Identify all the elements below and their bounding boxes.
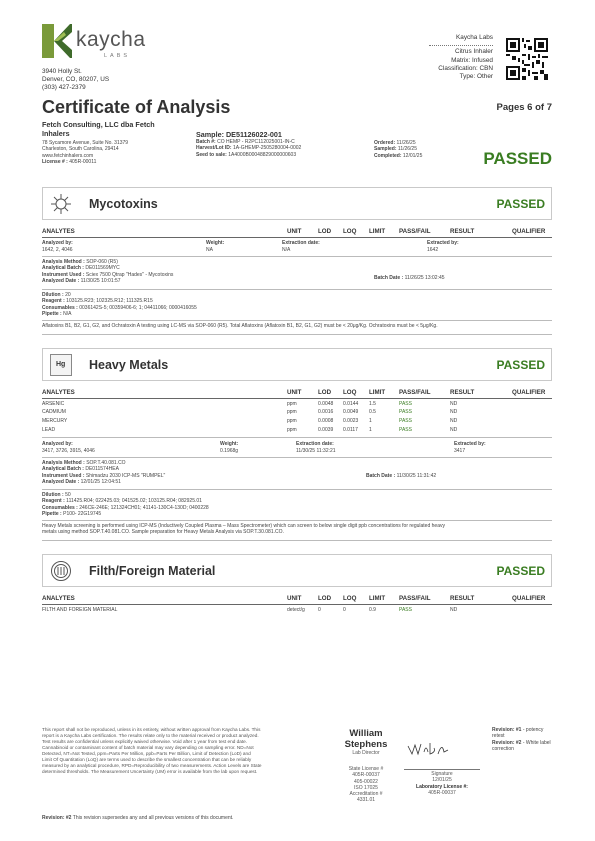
- revision-2-label: Revision: #2: [492, 739, 522, 746]
- disclaimer-line: report is a Kaycha Labs certification. The results relate only to the material received or product analyzed.: [42, 733, 259, 738]
- logo-sub: LABS: [104, 53, 131, 59]
- col-lod: LOD: [318, 595, 332, 602]
- revision-1-text: - potency retest: [492, 727, 544, 740]
- classification: Classification: CBN: [438, 64, 493, 72]
- lab-address-line1: 3940 Holly St.: [42, 68, 82, 75]
- result: ND: [450, 607, 458, 613]
- client-license-value: 405R-00011: [69, 159, 97, 166]
- label: Analytical Batch :: [42, 265, 84, 272]
- lod: 0: [318, 607, 321, 613]
- unit: ppm: [287, 401, 297, 407]
- myco-extracted-by: 1642: [427, 247, 439, 253]
- qr-code-icon: [506, 38, 548, 80]
- mycotoxins-title: Mycotoxins: [89, 197, 158, 211]
- limit: 0.5: [369, 409, 376, 415]
- result: ND: [450, 418, 458, 424]
- label: Dilution :: [42, 292, 64, 298]
- label: Consumables :: [42, 304, 78, 311]
- ordered-value: 11/26/25: [396, 140, 416, 146]
- col-qualifier: QUALIFIER: [512, 228, 546, 235]
- lab-phone: (303) 427-2379: [42, 84, 86, 91]
- product-type: Type: Other: [459, 73, 493, 81]
- analyte-name: MERCURY: [42, 418, 68, 424]
- mycotoxins-section-header: [42, 187, 552, 220]
- limit: 1: [369, 427, 372, 433]
- mycotoxins-icon-frame: [50, 193, 72, 215]
- col-unit: UNIT: [287, 595, 302, 602]
- label: Pipette :: [42, 511, 62, 518]
- client-license: [42, 159, 192, 165]
- logo-text: kaycha: [76, 28, 146, 51]
- filth-icon-frame: [50, 560, 72, 582]
- signature-block: [404, 771, 480, 796]
- col-result: RESULT: [450, 228, 475, 235]
- metals-weight: 0.1968g: [220, 448, 239, 454]
- value: Shimadzu 2030 ICP-MS "RUMPEL": [85, 472, 166, 479]
- metals-extracted-by-label: Extracted by:: [454, 441, 486, 447]
- ordered-label: Ordered:: [374, 140, 396, 146]
- disclaimer-line: Cannabinoid or contaminant content of batch material may vary depending on sampling error. ND=Not: [42, 745, 254, 750]
- page-number: Pages 6 of 7: [496, 102, 552, 113]
- col-loq: LOQ: [343, 389, 357, 396]
- pass-fail: PASS: [399, 409, 412, 415]
- divider: [404, 769, 480, 770]
- col-result: RESULT: [450, 595, 475, 602]
- seed-value: 1A4000B00048829000000603: [228, 151, 297, 158]
- metals-note-line2: metals using method SOP.T.40.081.CO. Sample preparation for Heavy Metals Analysis via SOP.T.30.081.CO.: [42, 529, 284, 536]
- filth-title: Filth/Foreign Material: [89, 564, 216, 578]
- value: 103125.R23; 102325.R12; 111325.R15: [66, 298, 153, 305]
- loq: 0: [343, 607, 346, 613]
- filth-section-header: [42, 554, 552, 587]
- label: Instrument Used :: [42, 271, 85, 278]
- batch-label: Batch #:: [196, 139, 216, 145]
- unit: ppm: [287, 418, 297, 424]
- col-loq: LOQ: [343, 228, 357, 235]
- divider: [42, 289, 552, 290]
- label: Batch Date :: [366, 473, 396, 479]
- myco-method-block: [42, 259, 362, 285]
- metals-reagents-block: [42, 492, 442, 518]
- revision-1: [492, 727, 554, 740]
- divider: [42, 540, 552, 541]
- sample-info: [196, 130, 366, 158]
- sampled-label: Sampled:: [374, 146, 397, 153]
- signer-role: Lab Director: [352, 750, 380, 756]
- heavy-metals-section-header: [42, 348, 552, 381]
- disclaimer-line: measured by an analytical procedure, RPD=Reproducibility of two measurements. Action Levels are State: [42, 763, 262, 768]
- value: 111425.R04; 022425.03; 041525.02; 103125.R04; 082925.01: [66, 498, 202, 505]
- footer-disclaimer: [42, 727, 332, 775]
- disclaimer-line: This report shall not be reproduced, unless in its entirety, without written approval from Kaycha Labs. This: [42, 727, 261, 732]
- metals-method-block: [42, 460, 362, 486]
- disclaimer-line: Limit Of Quantitation (LoQ) are terms used to describe the smallest concentration that can be reliably: [42, 757, 252, 762]
- revision-supersede-note: [42, 815, 233, 821]
- col-limit: LIMIT: [369, 389, 386, 396]
- lab-license-number: 405R-00037: [428, 789, 456, 796]
- client-info: [42, 121, 192, 166]
- label: Reagent :: [42, 498, 65, 505]
- loq: 0.0144: [343, 401, 359, 407]
- pass-fail: PASS: [399, 418, 412, 424]
- lod: 0.0048: [318, 401, 334, 407]
- value: 20: [65, 292, 71, 298]
- seed-to-sale: [196, 152, 366, 158]
- metals-pipette: [42, 511, 442, 517]
- value: 11/30/25 11:31:42: [396, 473, 437, 479]
- value: N/A: [63, 311, 72, 318]
- virus-icon: [50, 193, 72, 215]
- loq: 0.0117: [343, 427, 358, 433]
- product-name: Citrus Inhaler: [454, 48, 493, 56]
- myco-pipette: [42, 311, 442, 317]
- harvest-value: 1A-GHEMP-2505280004-0002: [232, 145, 302, 152]
- col-unit: UNIT: [287, 389, 302, 396]
- state-license-1: 405R-00037: [352, 772, 380, 779]
- label: Consumables :: [42, 504, 78, 511]
- label: Analyzed Date :: [42, 479, 80, 486]
- loq: 0.0049: [343, 409, 359, 415]
- divider: [42, 457, 552, 458]
- myco-analyzed-by: 1642, 2, 4046: [42, 247, 73, 253]
- limit: 1.5: [369, 401, 376, 407]
- result: ND: [450, 401, 458, 407]
- col-analytes: ANALYTES: [42, 228, 75, 235]
- signature-date: 12/01/25: [432, 777, 452, 784]
- label: Instrument Used :: [42, 472, 85, 479]
- bottom-revision-text: This revision supersedes any and all previous versions of this document.: [71, 815, 234, 821]
- disclaimer-line: Test results are confidential unless explicitly waived otherwise. Void after 1 year from test end date.: [42, 739, 248, 744]
- divider: [42, 256, 552, 257]
- divider: [42, 489, 552, 490]
- pass-fail: PASS: [399, 401, 412, 407]
- col-loq: LOQ: [343, 595, 357, 602]
- lab-info: [420, 34, 493, 81]
- lab-address: [42, 68, 109, 92]
- myco-batch-date: [374, 275, 445, 281]
- client-name: Fetch Consulting, LLC dba Fetch: [42, 120, 155, 129]
- value: 0036142S-5; 00359406-6; 1; 04411066; 0000416055: [79, 304, 197, 311]
- divider: [42, 520, 552, 521]
- label: Pipette :: [42, 311, 62, 318]
- label: Analysis Method :: [42, 259, 85, 265]
- lab-name: Kaycha Labs: [456, 34, 493, 41]
- value: SOP-060 (R5): [86, 259, 118, 265]
- value: SOP.T.40.081.CO: [86, 460, 126, 466]
- filth-status: PASSED: [496, 564, 545, 578]
- metals-analyzed-date: [42, 479, 362, 485]
- analyte-name: CADMIUM: [42, 409, 66, 415]
- revision-2: [492, 740, 554, 753]
- analyte-name: LEAD: [42, 427, 56, 433]
- client-address2: Charleston, South Carolina, 29414: [42, 146, 119, 153]
- revision-1-label: Revision: #1: [492, 727, 522, 733]
- seed-label: Seed to sale:: [196, 151, 227, 158]
- client-website: www.fetchinhalers.com: [42, 152, 94, 159]
- value: 246CE-246E; 121324CH01; 41141-130C4-130D; 0400228: [79, 504, 209, 511]
- value: Sciex 7500 Qtrap "Hades" - Mycotoxins: [85, 271, 174, 278]
- divider: [42, 334, 552, 335]
- sample-id: Sample: DE51126022-001: [196, 130, 282, 139]
- heavy-metals-status: PASSED: [496, 358, 545, 372]
- myco-analyzed-by-label: Analyzed by:: [42, 240, 73, 246]
- label: Dilution :: [42, 492, 64, 498]
- col-pass-fail: PASS/FAIL: [399, 228, 431, 235]
- col-qualifier: QUALIFIER: [512, 595, 546, 602]
- col-limit: LIMIT: [369, 228, 386, 235]
- accreditation-number: 4331.01: [356, 797, 376, 804]
- mercury-icon-text: Hg: [56, 361, 66, 368]
- value: 11/30/25 10:01:57: [80, 278, 121, 285]
- page-title: Certificate of Analysis: [42, 97, 231, 117]
- signer-first-name: William: [349, 728, 383, 739]
- magnifier-icon: [50, 560, 72, 582]
- myco-weight-label: Weight:: [206, 240, 225, 246]
- signer-last-name: Stephens: [344, 739, 388, 750]
- heavy-metals-title: Heavy Metals: [89, 358, 169, 372]
- myco-note: Aflatoxins B1, B2, G1, G2, and Ochratoxin A testing using LC-MS via SOP-060 (R5). Total Aflatoxins (Aflatoxin B1, B2, G1, G2) must be < 20μg/Kg. Ochratoxins must be < 5μg/Kg.: [42, 323, 438, 329]
- divider: [42, 320, 552, 321]
- iso-standard: ISO 17025: [354, 784, 378, 791]
- loq: 0.0023: [343, 418, 359, 424]
- lod: 0.0039: [318, 427, 334, 433]
- analyte-name: ARSENIC: [42, 401, 65, 407]
- pass-fail: PASS: [399, 427, 412, 433]
- completed-value: 12/01/25: [402, 152, 423, 159]
- client-name-line2: Inhalers: [42, 128, 70, 138]
- myco-analyzed-date: [42, 278, 362, 284]
- value: 50: [65, 492, 71, 498]
- metals-weight-label: Weight:: [220, 441, 239, 447]
- col-lod: LOD: [318, 389, 332, 396]
- revision-2-text: - White label correction: [492, 739, 551, 753]
- metals-batch-date: [366, 473, 436, 479]
- harvest-label: Harvest/Lot ID:: [196, 145, 232, 152]
- state-license-label: State License #: [348, 766, 384, 772]
- metals-extracted-by: 3417: [454, 448, 466, 454]
- metals-extraction-date-label: Extraction date:: [296, 441, 334, 447]
- lab-license-label: Laboratory License #:: [416, 783, 468, 790]
- divider: [42, 237, 552, 238]
- state-license-2: 405-00022: [354, 778, 378, 785]
- unit: detect/g: [287, 607, 305, 613]
- overall-status-badge: PASSED: [483, 149, 552, 168]
- myco-extracted-by-label: Extracted by:: [427, 240, 459, 246]
- lod: 0.0008: [318, 418, 334, 424]
- myco-extraction-date: N/A: [282, 247, 291, 253]
- myco-weight: NA: [206, 247, 213, 253]
- col-unit: UNIT: [287, 228, 302, 235]
- client-license-label: License # :: [42, 159, 68, 166]
- disclaimer-line: determined thresholds. The Measurement Uncertainty (UM) error is available from the lab upon request.: [42, 769, 258, 774]
- matrix: Matrix: Infused: [451, 56, 493, 64]
- col-lod: LOD: [318, 228, 332, 235]
- limit: 1: [369, 418, 372, 424]
- myco-reagents-block: [42, 292, 442, 318]
- metals-extraction-date: 11/30/25 11:32:21: [296, 448, 336, 454]
- value: P100- 22G19745: [63, 511, 102, 518]
- limit: 0.9: [369, 607, 376, 613]
- label: Analyzed Date :: [42, 278, 80, 285]
- myco-extraction-date-label: Extraction date:: [282, 240, 320, 246]
- signer-block: [336, 728, 396, 757]
- label: Reagent :: [42, 298, 65, 305]
- label: Batch Date :: [374, 275, 404, 281]
- value: DE011574HEA: [85, 466, 119, 473]
- pass-fail: PASS: [399, 607, 412, 613]
- divider: [42, 604, 552, 605]
- col-analytes: ANALYTES: [42, 389, 75, 396]
- mercury-icon: [50, 354, 72, 376]
- col-pass-fail: PASS/FAIL: [399, 389, 431, 396]
- divider: [42, 437, 552, 438]
- mycotoxins-status: PASSED: [496, 197, 545, 211]
- client-address1: 78 Sycamore Avenue, Suite No. 31379: [42, 140, 129, 146]
- batch-value: CO HEMP - R2PC112025001-IN-C: [217, 139, 295, 145]
- col-pass-fail: PASS/FAIL: [399, 595, 431, 602]
- revision-notes: [492, 727, 554, 753]
- unit: ppm: [287, 409, 297, 415]
- logo-mark-icon: [42, 24, 72, 58]
- col-analytes: ANALYTES: [42, 595, 75, 602]
- col-result: RESULT: [450, 389, 475, 396]
- kaycha-logo: [42, 22, 152, 66]
- result: ND: [450, 409, 458, 415]
- value: DE011569MYC: [85, 265, 120, 272]
- bottom-revision-label: Revision: #2: [42, 815, 72, 821]
- value: 11/26/25 13:02:45: [404, 275, 445, 281]
- result: ND: [450, 427, 458, 433]
- label: Analytical Batch :: [42, 466, 84, 473]
- col-qualifier: QUALIFIER: [512, 389, 546, 396]
- metals-note: [42, 523, 554, 536]
- lod: 0.0016: [318, 409, 334, 415]
- metals-note-line1: Heavy Metals screening is performed using ICP-MS (Inductively Coupled Plasma – Mass Spectrometer) which can screen to below single digit ppb concentrations for regulated heavy: [42, 523, 445, 529]
- analyte-name: FILTH AND FOREIGN MATERIAL: [42, 607, 118, 613]
- accreditation-label: Accreditation #: [349, 791, 383, 798]
- signature-scribble-icon: [406, 740, 450, 758]
- completed-label: Completed:: [374, 152, 402, 159]
- signature-label: Signature: [431, 771, 453, 777]
- license-block: [336, 766, 396, 804]
- value: 12/01/25 12:04:51: [80, 479, 121, 486]
- col-limit: LIMIT: [369, 595, 386, 602]
- disclaimer-line: Detected, NT=Not Tested, ppm=Parts Per Million, ppb=Parts Per Billion, Limit of Detection (LoD) and: [42, 751, 251, 756]
- label: Analysis Method :: [42, 460, 85, 466]
- metals-analyzed-by-label: Analyzed by:: [42, 441, 73, 447]
- sampled-value: 11/26/25: [397, 146, 417, 153]
- lab-address-line2: Denver, CO, 80207, US: [42, 76, 110, 83]
- unit: ppm: [287, 427, 297, 433]
- lab-info-divider: [429, 45, 493, 46]
- metals-analyzed-by: 3417, 3726, 3915, 4046: [42, 448, 95, 454]
- divider: [42, 398, 552, 399]
